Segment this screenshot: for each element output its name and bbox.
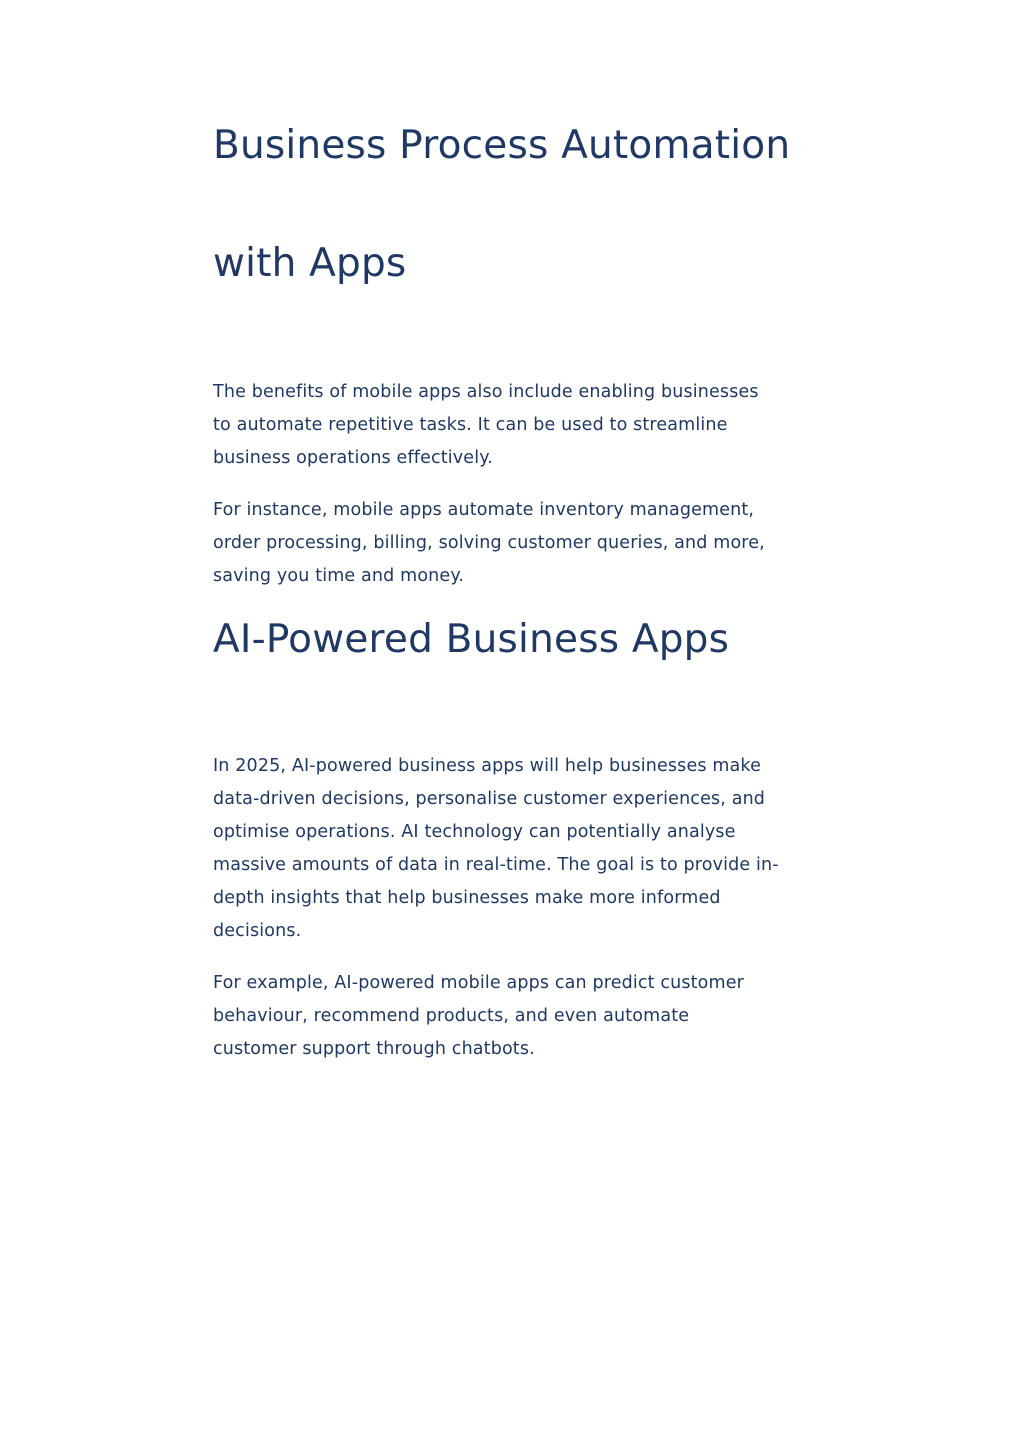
paragraph-automation-example	[213, 494, 813, 593]
text-line: For instance, mobile apps automate inventory management,	[213, 500, 755, 520]
heading-business-process-automation-line2: with Apps	[213, 241, 407, 286]
text-line: depth insights that help businesses make more informed	[213, 888, 721, 908]
text-line: For example, AI-powered mobile apps can predict customer	[213, 973, 744, 993]
text-line: to automate repetitive tasks. It can be used to streamline	[213, 415, 728, 435]
paragraph-automation-benefits	[213, 376, 813, 475]
text-line: massive amounts of data in real-time. The goal is to provide in-	[213, 855, 779, 875]
heading-ai-powered-business-apps: AI-Powered Business Apps	[213, 617, 730, 662]
text-line: optimise operations. AI technology can potentially analyse	[213, 822, 736, 842]
text-line: order processing, billing, solving customer queries, and more,	[213, 533, 765, 553]
paragraph-ai-apps-description	[213, 750, 813, 948]
text-line: data-driven decisions, personalise customer experiences, and	[213, 789, 766, 809]
text-line: In 2025, AI-powered business apps will help businesses make	[213, 756, 761, 776]
text-line: The benefits of mobile apps also include enabling businesses	[213, 382, 759, 402]
paragraph-ai-apps-example	[213, 967, 813, 1066]
text-line: customer support through chatbots.	[213, 1039, 535, 1059]
text-line: decisions.	[213, 921, 302, 941]
text-line: behaviour, recommend products, and even automate	[213, 1006, 690, 1026]
heading-business-process-automation-line1: Business Process Automation	[213, 123, 791, 168]
text-line: saving you time and money.	[213, 566, 465, 586]
text-line: business operations effectively.	[213, 448, 493, 468]
